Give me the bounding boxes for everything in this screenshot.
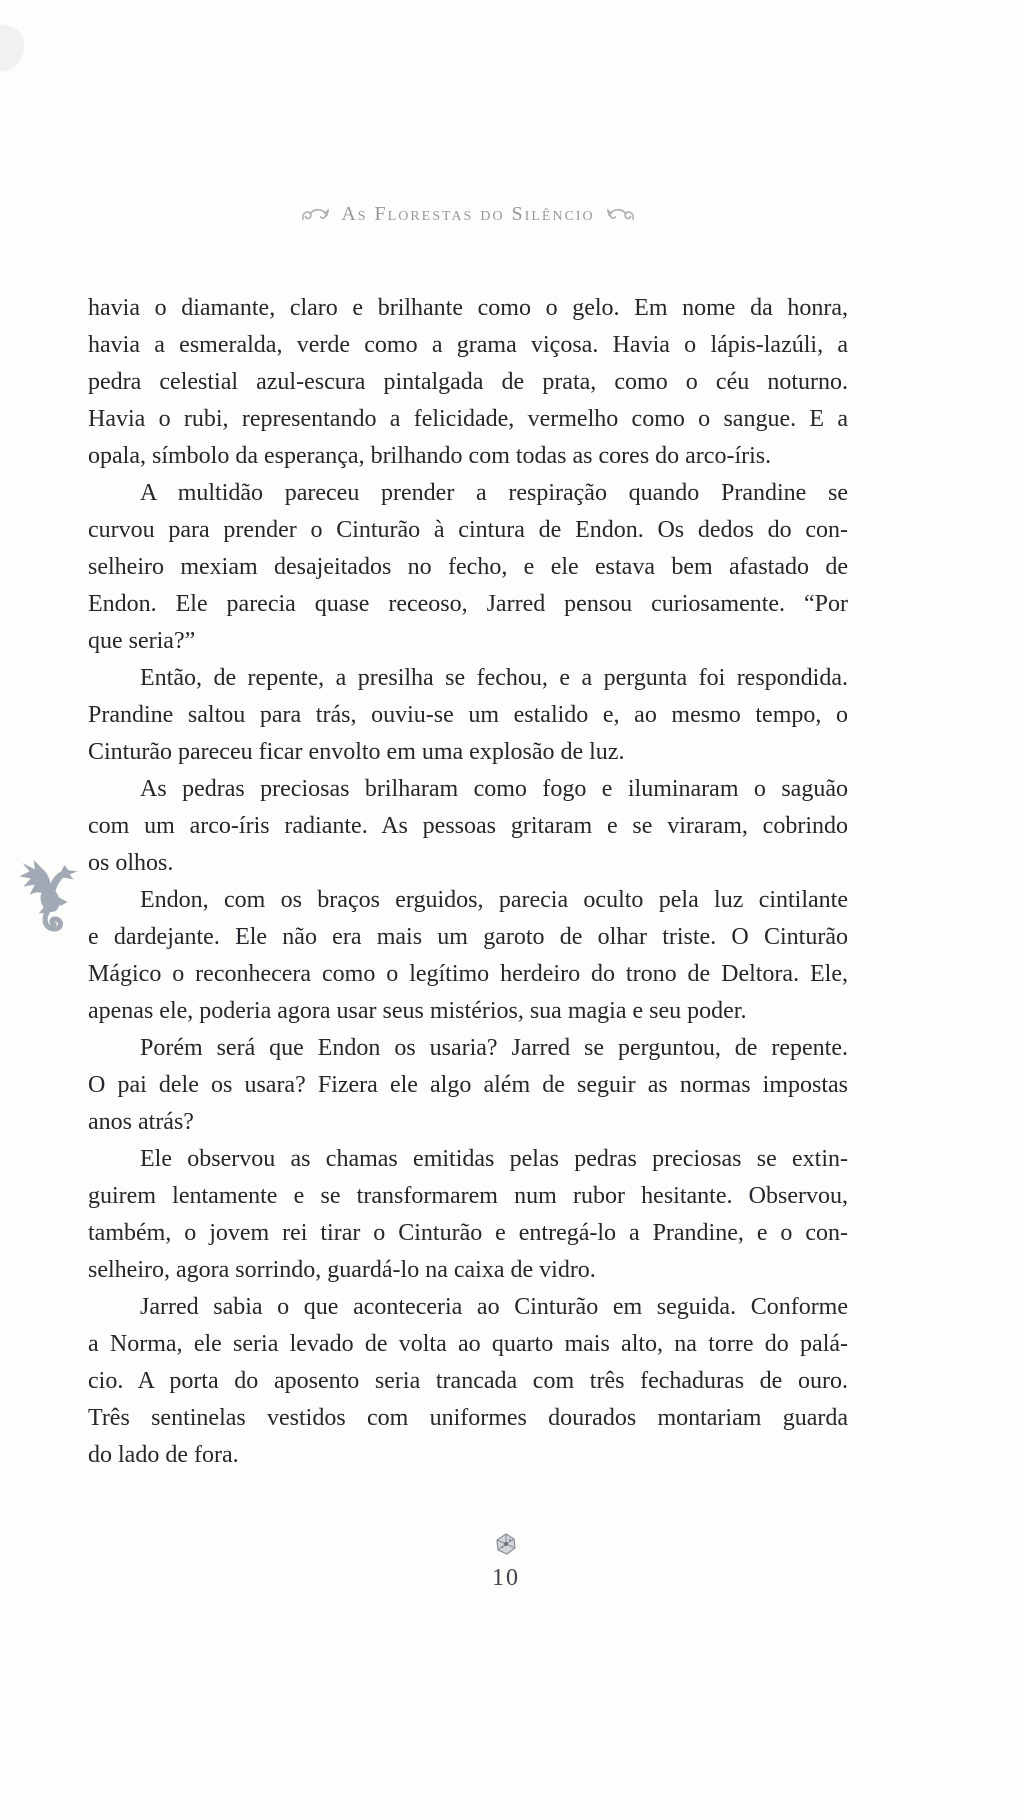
text-line: anos atrás? bbox=[88, 1109, 194, 1135]
paragraph bbox=[88, 882, 848, 1030]
text-line: selheiro, agora sorrindo, guardá-lo na caixa de vidro. bbox=[88, 1257, 596, 1283]
paragraph bbox=[88, 660, 848, 771]
paragraph bbox=[88, 290, 848, 475]
text-line: Endon. Ele parecia quase receoso, Jarred pensou curiosamente. “Por bbox=[88, 591, 848, 617]
text-line: do lado de fora. bbox=[88, 1442, 239, 1468]
paragraph bbox=[88, 771, 848, 882]
text-line: Cinturão pareceu ficar envolto em uma explosão de luz. bbox=[88, 739, 625, 765]
text-line: também, o jovem rei tirar o Cinturão e entregá-lo a Prandine, e o con- bbox=[88, 1220, 848, 1246]
flourish-right-icon bbox=[607, 206, 635, 224]
text-line: A multidão pareceu prender a respiração quando Prandine se bbox=[140, 480, 848, 506]
text-line: Jarred sabia o que aconteceria ao Cinturão em seguida. Conforme bbox=[140, 1294, 848, 1320]
text-line: Porém será que Endon os usaria? Jarred se perguntou, de repente. bbox=[140, 1035, 848, 1061]
text-line: Prandine saltou para trás, ouviu-se um estalido e, ao mesmo tempo, o bbox=[88, 702, 848, 728]
text-line: pedra celestial azul-escura pintalgada de prata, como o céu noturno. bbox=[88, 369, 848, 395]
paragraph bbox=[88, 475, 848, 660]
dragon-icon bbox=[14, 858, 80, 949]
text-line: As pedras preciosas brilharam como fogo e iluminaram o saguão bbox=[140, 776, 848, 802]
text-line: guirem lentamente e se transformarem num rubor hesitante. Observou, bbox=[88, 1183, 848, 1209]
text-line: havia o diamante, claro e brilhante como o gelo. Em nome da honra, bbox=[88, 295, 848, 321]
text-line: Endon, com os braços erguidos, parecia oculto pela luz cintilante bbox=[140, 887, 848, 913]
text-line: os olhos. bbox=[88, 850, 174, 876]
text-line: O pai dele os usara? Fizera ele algo além de seguir as normas impostas bbox=[88, 1072, 848, 1098]
page-footer bbox=[492, 1532, 520, 1591]
text-line: Então, de repente, a presilha se fechou, e a pergunta foi respondida. bbox=[140, 665, 848, 691]
gem-rosette-icon bbox=[494, 1532, 518, 1561]
page-header bbox=[88, 203, 848, 226]
paragraph bbox=[88, 1141, 848, 1289]
text-line: cio. A porta do aposento seria trancada com três fechaduras de ouro. bbox=[88, 1368, 848, 1394]
scan-artifact bbox=[0, 20, 32, 77]
text-line: Havia o rubi, representando a felicidade, vermelho como o sangue. E a bbox=[88, 406, 848, 432]
text-line: selheiro mexiam desajeitados no fecho, e ele estava bem afastado de bbox=[88, 554, 848, 580]
text-line: Mágico o reconhecera como o legítimo herdeiro do trono de Deltora. Ele, bbox=[88, 961, 848, 987]
text-line: que seria?” bbox=[88, 628, 196, 654]
text-block bbox=[88, 290, 848, 1474]
text-line: Três sentinelas vestidos com uniformes dourados montariam guarda bbox=[88, 1405, 848, 1431]
page-header-title: As Florestas do Silêncio bbox=[341, 203, 595, 225]
paragraph bbox=[88, 1289, 848, 1474]
paragraph bbox=[88, 1030, 848, 1141]
page-number: 10 bbox=[492, 1565, 520, 1591]
text-line: Ele observou as chamas emitidas pelas pedras preciosas se extin- bbox=[140, 1146, 848, 1172]
flourish-left-icon bbox=[301, 206, 329, 224]
text-line: havia a esmeralda, verde como a grama viçosa. Havia o lápis-lazúli, a bbox=[88, 332, 848, 358]
text-line: a Norma, ele seria levado de volta ao quarto mais alto, na torre do palá- bbox=[88, 1331, 848, 1357]
text-line: com um arco-íris radiante. As pessoas gritaram e se viraram, cobrindo bbox=[88, 813, 848, 839]
text-line: apenas ele, poderia agora usar seus mistérios, sua magia e seu poder. bbox=[88, 998, 747, 1024]
text-line: curvou para prender o Cinturão à cintura de Endon. Os dedos do con- bbox=[88, 517, 848, 543]
text-line: opala, símbolo da esperança, brilhando com todas as cores do arco-íris. bbox=[88, 443, 772, 469]
text-line: e dardejante. Ele não era mais um garoto de olhar triste. O Cinturão bbox=[88, 924, 848, 950]
